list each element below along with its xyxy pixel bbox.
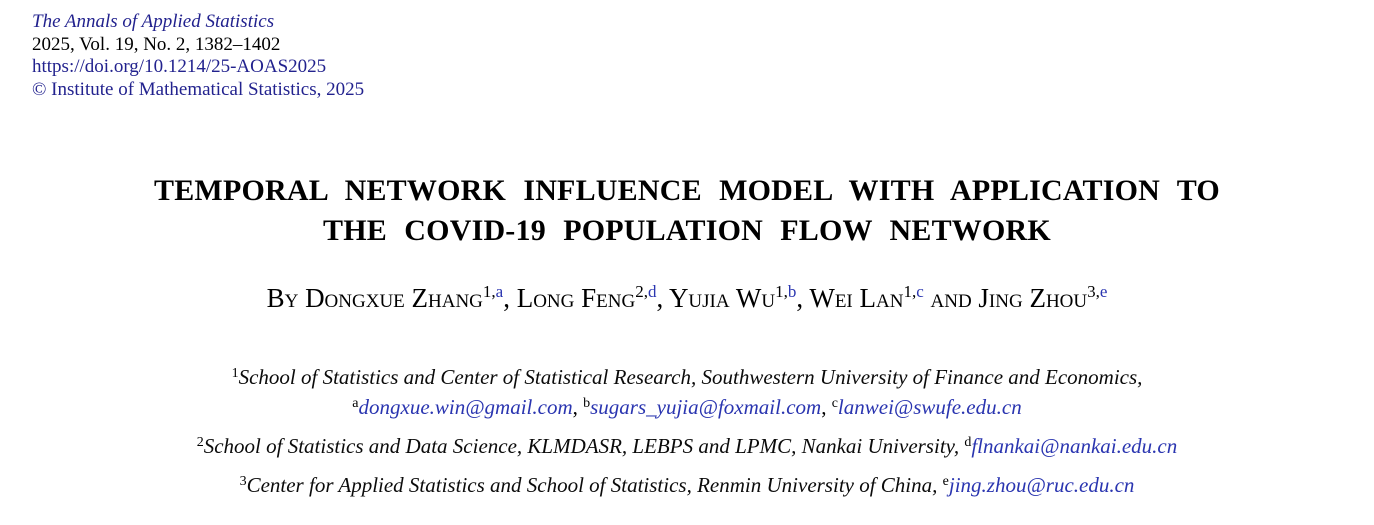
paper-title [0, 171, 1374, 251]
email-link[interactable]: dongxue.win@gmail.com [358, 395, 573, 419]
affiliation-number-sup: 2 [196, 435, 204, 450]
affiliation-text: School of Statistics and Center of Statistical Research, Southwestern University of Finance and Economics, [238, 365, 1143, 389]
email-link[interactable]: jing.zhou@ruc.edu.cn [948, 473, 1135, 497]
affiliation-text: Center for Applied Statistics and School of Statistics, Renmin University of China, [246, 473, 938, 497]
paper-title-line1: TEMPORAL NETWORK INFLUENCE MODEL WITH APPLICATION TO [154, 174, 1220, 207]
affiliation-text: School of Statistics and Data Science, KLMDASR, LEBPS and LPMC, Nankai University, [203, 434, 960, 458]
volume-issue-pages: 2025, Vol. 19, No. 2, 1382–1402 [32, 33, 281, 55]
author-affil-sup: 1, [775, 282, 788, 301]
author-email-sup-link[interactable]: c [916, 282, 924, 301]
affiliation-3-text [0, 470, 1374, 500]
author-affil-sup: 1, [903, 282, 917, 301]
email-separator: , [572, 395, 578, 419]
author-email-sup-link[interactable]: d [647, 282, 657, 301]
author-lead: and [923, 283, 979, 313]
email-separator: , [821, 395, 827, 419]
author-email-sup-link[interactable]: b [787, 282, 797, 301]
affiliation-number-sup: 1 [231, 366, 239, 381]
email-link[interactable]: sugars_yujia@foxmail.com [590, 395, 822, 419]
author-email-sup-link[interactable]: e [1099, 282, 1108, 301]
copyright-line: © Institute of Mathematical Statistics, 2025 [32, 78, 365, 100]
author-name: Wei Lan [809, 283, 904, 313]
affiliation-1 [0, 362, 1374, 422]
journal-name: The Annals of Applied Statistics [32, 11, 275, 32]
affiliation-1-emails [0, 392, 1374, 422]
email-link[interactable]: lanwei@swufe.edu.cn [837, 395, 1022, 419]
author-line [0, 283, 1374, 314]
journal-header [32, 11, 364, 101]
author-email-sup-link[interactable]: a [495, 282, 504, 301]
author-name: Yujia Wu [668, 283, 776, 313]
email-sup: d [964, 435, 972, 450]
affiliation-2-text [0, 431, 1374, 461]
author-lead: , [503, 283, 517, 313]
email-link[interactable]: flnankai@nankai.edu.cn [971, 434, 1178, 458]
author-name: Dongxue Zhang [305, 283, 483, 313]
author-affil-sup: 2, [635, 282, 648, 301]
affiliation-2 [0, 431, 1374, 461]
email-sup: b [583, 396, 591, 411]
email-sup: e [942, 474, 949, 489]
author-affil-sup: 3, [1087, 282, 1100, 301]
author-lead: , [796, 283, 810, 313]
affiliation-number-sup: 3 [239, 474, 247, 489]
author-lead: By [266, 283, 306, 313]
email-sup: c [831, 396, 838, 411]
doi-link[interactable]: https://doi.org/10.1214/25-AOAS2025 [32, 56, 327, 77]
affiliation-1-text [0, 362, 1374, 392]
author-name: Long Feng [516, 283, 636, 313]
author-lead: , [656, 283, 669, 313]
affiliation-3 [0, 470, 1374, 500]
email-sup: a [352, 396, 359, 411]
affiliations-block [0, 362, 1374, 509]
paper-title-line2: THE COVID-19 POPULATION FLOW NETWORK [323, 214, 1051, 247]
author-name: Jing Zhou [978, 283, 1088, 313]
author-affil-sup: 1, [482, 282, 496, 301]
